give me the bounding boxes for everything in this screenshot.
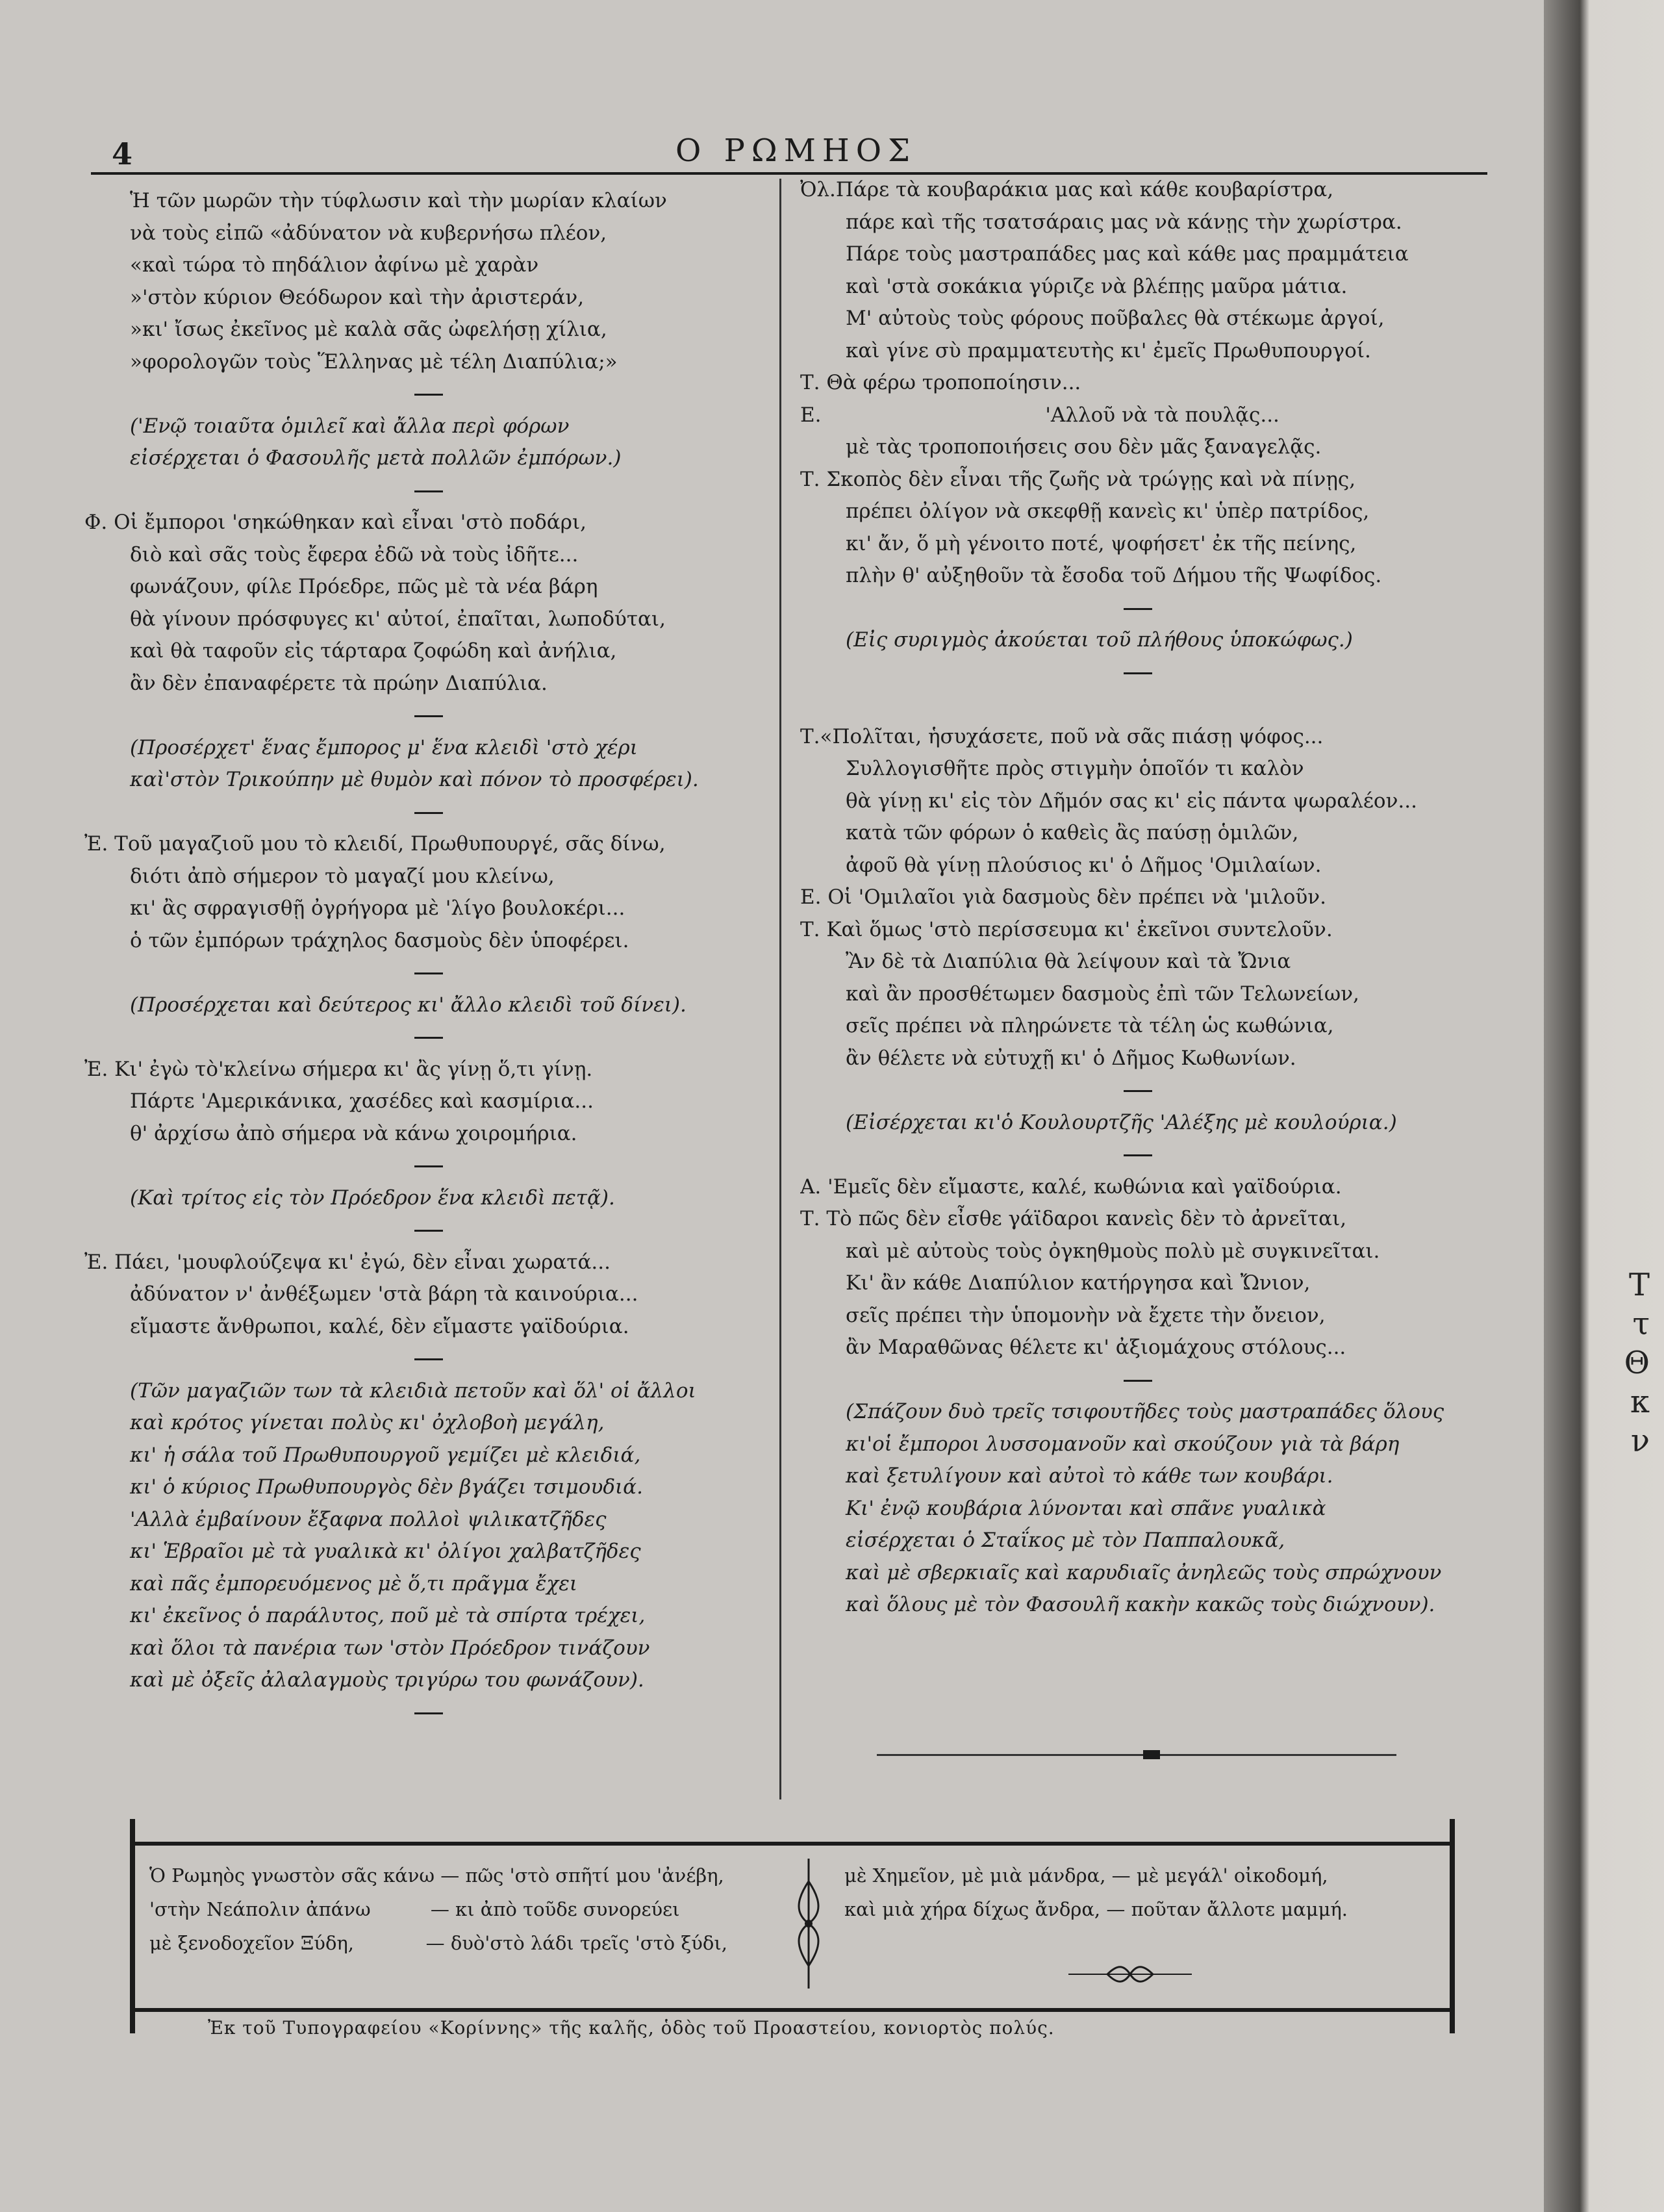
stage-direction-line: καὶ ξετυλίγουν καὶ αὐτοὶ τὸ κάθε των κουβάρι.	[846, 1464, 1333, 1488]
edge-letter: ν	[1630, 1423, 1650, 1459]
dash-mark	[1124, 1090, 1152, 1092]
section-dash	[84, 1150, 773, 1182]
section-dash	[84, 1343, 773, 1375]
notice-right	[844, 1859, 1442, 1926]
dash-mark	[1124, 672, 1152, 674]
left-column	[84, 185, 773, 1729]
verse-line: ἀφοῦ θὰ γίνῃ πλούσιος κι' ὁ Δῆμος 'Ομιλαίων.	[846, 853, 1322, 877]
verse-line: μὲ τὰς τροποποιήσεις σου δὲν μᾶς ξαναγελᾷς.	[846, 435, 1322, 459]
verse-line: Α. 'Εμεῖς δὲν εἴμαστε, καλέ, κωθώνια καὶ γαϊδούρια.	[800, 1175, 1342, 1199]
verse-line: «καὶ τώρα τὸ πηδάλιον ἀφίνω μὲ χαρὰν	[130, 253, 539, 277]
verse-line: Ε. Οἱ 'Ομιλαῖοι γιὰ δασμοὺς δὲν πρέπει νὰ 'μιλοῦν.	[800, 885, 1326, 909]
edge-letter: Θ	[1624, 1345, 1650, 1381]
stage-direction-line: καὶ ὅλους μὲ τὸν Φασουλῆ κακὴν κακῶς τοὺς διώχνουν).	[846, 1593, 1435, 1616]
verse-line: καὶ 'στὰ σοκάκια γύριζε νὰ βλέπῃς μαῦρα μάτια.	[846, 274, 1348, 298]
verse-line: Τ. Σκοπὸς δὲν εἶναι τῆς ζωῆς νὰ τρώγῃς καὶ νὰ πίνῃς,	[800, 467, 1356, 491]
section-dash	[800, 1364, 1476, 1397]
end-rule	[877, 1754, 1396, 1756]
verse-line: φωνάζουν, φίλε Πρόεδρε, πῶς μὲ τὰ νέα βάρη	[130, 575, 598, 598]
section-dash	[84, 796, 773, 829]
notice-line: μὲ Χημεῖον, μὲ μιὰ μάνδρα, — μὲ μεγάλ' οἰκοδομή,	[844, 1864, 1328, 1887]
verse-line: καὶ γίνε σὺ πραμματευτὴς κι' ἐμεῖς Πρωθυπουργοί.	[846, 338, 1371, 362]
verse-line: διότι ἀπὸ σήμερον τὸ μαγαζί μου κλείνω,	[130, 864, 555, 888]
dash-mark	[414, 490, 443, 492]
section-dash	[800, 657, 1476, 689]
verse-line: Κι' ἂν κάθε Διαπύλιον κατήργησα καὶ Ὤνιον,	[846, 1271, 1311, 1295]
scan-page-edge	[1544, 0, 1664, 2212]
notice-box	[133, 1842, 1452, 2012]
dash-mark	[414, 1230, 443, 1232]
section-dash	[84, 475, 773, 507]
printer-imprint: Ἐκ τοῦ Τυπογραφείου «Κορίννης» τῆς καλῆς, ὁδὸς τοῦ Προαστείου, κονιορτὸς πολύς.	[208, 2017, 1055, 2039]
edge-letter: κ	[1630, 1384, 1650, 1420]
verse-line: Τ.«Πολῖται, ἡσυχάσετε, ποῦ νὰ σᾶς πιάσῃ ψόφος...	[800, 724, 1324, 748]
stage-direction-line: εἰσέρχεται ὁ Σταΐκος μὲ τὸν Παππαλουκᾶ,	[846, 1529, 1285, 1552]
stage-direction-line: κι'οἱ ἔμποροι λυσσομανοῦν καὶ σκούζουν γιὰ τὰ βάρη	[846, 1432, 1400, 1456]
stage-direction-line: (Εἰς συριγμὸς ἀκούεται τοῦ πλήθους ὑποκώφως.)	[846, 628, 1353, 652]
verse-line: πάρε καὶ τῆς τσατσάραις μας νὰ κάνῃς τὴν χωρίστρα.	[846, 210, 1402, 234]
stage-direction-line: κι' ὁ κύριος Πρωθυπουργὸς δὲν βγάζει τσιμουδιά.	[130, 1475, 643, 1499]
stage-direction-line: καὶ'στὸν Τρικούπην μὲ θυμὸν καὶ πόνον τὸ προσφέρει).	[130, 768, 699, 791]
verse-line: Τ. Τὸ πῶς δὲν εἶσθε γάϊδαροι κανεὶς δὲν τὸ ἀρνεῖται,	[800, 1207, 1347, 1230]
stage-direction-line: (Καὶ τρίτος εἰς τὸν Πρόεδρον ἕνα κλειδὶ πετᾷ).	[130, 1186, 615, 1210]
verse-line: κι' ἄν, ὅ μὴ γένοιτο ποτέ, ψοφήσετ' ἐκ τῆς πείνης,	[846, 531, 1357, 555]
vertical-ornament-icon	[789, 1855, 828, 1992]
dash-mark	[414, 812, 443, 814]
verse-line: καὶ ἂν προσθέτωμεν δασμοὺς ἐπὶ τῶν Τελωνείων,	[846, 982, 1359, 1006]
verse-line: θὰ γίνῃ κι' εἰς τὸν Δῆμόν σας κι' εἰς πάντα ψωραλέον...	[846, 789, 1417, 813]
verse-line: Ἐ. Τοῦ μαγαζιοῦ μου τὸ κλειδί, Πρωθυπουργέ, σᾶς δίνω,	[84, 832, 666, 856]
verse-line: Ἐ. Κι' ἐγὼ τὸ'κλείνω σήμερα κι' ἂς γίνῃ ὅ,τι γίνῃ.	[84, 1057, 593, 1081]
verse-line: θ' ἀρχίσω ἀπὸ σήμερα νὰ κάνω χοιρομήρια.	[130, 1121, 577, 1145]
verse-line: Ε. 'Αλλοῦ νὰ τὰ πουλᾷς...	[800, 403, 1280, 427]
dash-mark	[1124, 1154, 1152, 1156]
end-ornament	[1143, 1750, 1160, 1759]
stage-direction-line: (Προσέρχετ' ἕνας ἔμπορος μ' ἕνα κλειδὶ 'στὸ χέρι	[130, 735, 638, 759]
stage-direction-line: Κι' ἐνῷ κουβάρια λύνονται καὶ σπᾶνε γυαλικὰ	[846, 1496, 1326, 1520]
stage-direction-line: κι' Ἑβραῖοι μὲ τὰ γυαλικὰ κι' ὀλίγοι χαλβατζῆδες	[130, 1540, 641, 1563]
verse-line: Μ' αὐτοὺς τοὺς φόρους ποῦβαλες θὰ στέκωμε ἀργοί,	[846, 307, 1385, 330]
right-column	[800, 174, 1476, 1621]
verse-line: θὰ γίνουν πρόσφυγες κι' αὐτοί, ἐπαῖται, λωποδύται,	[130, 607, 666, 631]
stage-direction-line: καὶ ὅλοι τὰ πανέρια των 'στὸν Πρόεδρον τινάζουν	[130, 1636, 650, 1660]
verse-line: καὶ θὰ ταφοῦν εἰς τάρταρα ζοφώδη καὶ ἀνήλια,	[130, 639, 617, 663]
section-dash	[84, 1021, 773, 1054]
stage-direction-line: ('Ενῷ τοιαῦτα ὁμιλεῖ καὶ ἄλλα περὶ φόρων	[130, 414, 570, 438]
stage-direction-line: καὶ μὲ ὀξεῖς ἀλαλαγμοὺς τριγύρω του φωνάζουν).	[130, 1668, 644, 1692]
stage-direction-line: (Σπάζουν δυὸ τρεῖς τσιφουτῆδες τοὺς μαστραπάδες ὅλους	[846, 1400, 1444, 1423]
verse-line: Τ. Θὰ φέρω τροποποίησιν...	[800, 371, 1081, 394]
dash-mark	[414, 1165, 443, 1167]
section-dash	[84, 957, 773, 989]
notice-line: καὶ μιὰ χήρα δίχως ἄνδρα, — ποῦταν ἄλλοτε μαμμή.	[844, 1898, 1348, 1920]
stage-direction-line: κι' ἡ σάλα τοῦ Πρωθυπουργοῦ γεμίζει μὲ κλειδιά,	[130, 1443, 641, 1467]
notice-line: 'στὴν Νεάπολιν ἀπάνω — κι ἀπὸ τοῦδε συνορεύει	[149, 1898, 680, 1920]
verse-line: ὁ τῶν ἐμπόρων τράχηλος δασμοὺς δὲν ὑποφέρει.	[130, 928, 629, 952]
verse-line: πρέπει ὀλίγον νὰ σκεφθῇ κανεὶς κι' ὑπὲρ πατρίδος,	[846, 500, 1370, 523]
section-dash	[84, 1697, 773, 1729]
verse-line: κατὰ τῶν φόρων ὁ καθεὶς ἂς παύσῃ ὁμιλῶν,	[846, 821, 1299, 845]
verse-line: Τ. Καὶ ὅμως 'στὸ περίσσευμα κι' ἐκεῖνοι συντελοῦν.	[800, 917, 1333, 941]
section-dash	[84, 1214, 773, 1247]
stage-direction-line: εἰσέρχεται ὁ Φασουλῆς μετὰ πολλῶν ἐμπόρων.)	[130, 446, 622, 470]
edge-letter: Τ	[1628, 1267, 1650, 1303]
dash-mark	[414, 1712, 443, 1714]
dash-mark	[414, 1037, 443, 1039]
verse-line: Πάρε τοὺς μαστραπάδες μας καὶ κάθε μας πραμμάτεια	[846, 242, 1409, 266]
stage-direction-line: κι' ἐκεῖνος ὁ παράλυτος, ποῦ μὲ τὰ σπίρτα τρέχει,	[130, 1604, 646, 1627]
column-divider	[779, 179, 781, 1799]
verse-line: διὸ καὶ σᾶς τοὺς ἔφερα ἐδῶ νὰ τοὺς ἰδῆτε...	[130, 542, 579, 566]
section-dash	[800, 1074, 1476, 1107]
stage-direction-line: (Τῶν μαγαζιῶν των τὰ κλειδιὰ πετοῦν καὶ ὅλ' οἱ ἄλλοι	[130, 1379, 696, 1403]
dash-mark	[414, 1358, 443, 1360]
notice-line: Ὁ Ρωμηὸς γνωστὸν σᾶς κάνω — πῶς 'στὸ σπῆτί μου 'ἀνέβη,	[149, 1864, 724, 1887]
verse-line: Φ. Οἱ ἔμποροι 'σηκώθηκαν καὶ εἶναι 'στὸ ποδάρι,	[84, 511, 586, 534]
section-dash	[800, 1139, 1476, 1171]
verse-line: σεῖς πρέπει τὴν ὑπομονὴν νὰ ἔχετε τὴν ὄνειον,	[846, 1303, 1326, 1327]
dash-mark	[414, 715, 443, 717]
verse-line: Ἂν δὲ τὰ Διαπύλια θὰ λείψουν καὶ τὰ Ὤνια	[846, 950, 1291, 973]
verse-line: »φορολογῶν τοὺς Ἕλληνας μὲ τέλη Διαπύλια;»	[130, 350, 618, 374]
verse-line: ἀδύνατον ν' ἀνθέξωμεν 'στὰ βάρη τὰ καινούρια...	[130, 1282, 638, 1306]
masthead-title: Ο ΡΩΜΗΟΣ	[675, 133, 916, 169]
verse-line: Πάρτε 'Αμερικάνικα, χασέδες καὶ κασμίρια...	[130, 1089, 594, 1113]
stage-direction-line: (Εἰσέρχεται κι'ὁ Κουλουρτζῆς 'Αλέξης μὲ κουλούρια.)	[846, 1110, 1397, 1134]
stage-direction-line: καὶ μὲ σβερκιαῖς καὶ καρυδιαῖς ἀνηλεῶς τοὺς σπρώχνουν	[846, 1560, 1442, 1584]
dash-mark	[414, 973, 443, 974]
verse-line: πλὴν θ' αὐξηθοῦν τὰ ἔσοδα τοῦ Δήμου τῆς Ψωφίδος.	[846, 564, 1382, 587]
verse-line: Ὀλ.Πάρε τὰ κουβαράκια μας καὶ κάθε κουβαρίστρα,	[800, 178, 1334, 201]
dash-mark	[1124, 608, 1152, 610]
verse-line: σεῖς πρέπει νὰ πληρώνετε τὰ τέλη ὡς κωθώνια,	[846, 1014, 1334, 1037]
page-header	[0, 130, 1513, 172]
stage-direction-line: 'Αλλὰ ἐμβαίνουν ἔξαφνα πολλοὶ ψιλικατζῆδες	[130, 1507, 607, 1531]
section-dash	[84, 700, 773, 732]
section-dash	[800, 592, 1476, 625]
blank-line	[800, 689, 1476, 721]
verse-line: νὰ τοὺς εἰπῶ «ἀδύνατον νὰ κυβερνήσω πλέον,	[130, 221, 607, 245]
edge-letter: τ	[1632, 1306, 1650, 1342]
page-number: 4	[112, 136, 133, 172]
verse-line: εἴμαστε ἄνθρωποι, καλέ, δὲν εἴμαστε γαϊδούρια.	[130, 1314, 629, 1338]
verse-line: κι' ἂς σφραγισθῇ ὀγρήγορα μὲ 'λίγο βουλοκέρι...	[130, 896, 625, 920]
verse-line: Ἡ τῶν μωρῶν τὴν τύφλωσιν καὶ τὴν μωρίαν κλαίων	[130, 189, 667, 212]
verse-line: Συλλογισθῆτε πρὸς στιγμὴν ὁποῖόν τι καλὸν	[846, 757, 1304, 780]
verse-line: ἂν θέλετε νὰ εὐτυχῇ κι' ὁ Δῆμος Κωθωνίων.	[846, 1046, 1296, 1070]
section-dash	[84, 378, 773, 411]
verse-line: ἂν Μαραθῶνας θέλετε κι' ἀξιομάχους στόλους...	[846, 1336, 1346, 1359]
stage-direction-line: καὶ πᾶς ἐμπορευόμενος μὲ ὅ,τι πρᾶγμα ἔχει	[130, 1571, 578, 1595]
flourish-icon	[1068, 1964, 1192, 1984]
verse-line: Ἐ. Πάει, 'μουφλούζεψα κι' ἐγώ, δὲν εἶναι χωρατά...	[84, 1250, 611, 1274]
dash-mark	[1124, 1380, 1152, 1382]
notice-line: μὲ ξενοδοχεῖον Ξύδη, — δυὸ'στὸ λάδι τρεῖς 'στὸ ξύδι,	[149, 1932, 727, 1954]
stage-direction-line: καὶ κρότος γίνεται πολὺς κι' ὀχλοβοὴ μεγάλη,	[130, 1411, 605, 1434]
verse-line: »'στὸν κύριον Θεόδωρον καὶ τὴν ἀριστεράν,	[130, 285, 585, 309]
stage-direction-line: (Προσέρχεται καὶ δεύτερος κι' ἄλλο κλειδὶ τοῦ δίνει).	[130, 993, 687, 1017]
verse-line: »κι' ἴσως ἐκεῖνος μὲ καλὰ σᾶς ὠφελήσῃ χίλια,	[130, 318, 607, 341]
dash-mark	[414, 394, 443, 396]
verse-line: ἂν δὲν ἐπαναφέρετε τὰ πρώην Διαπύλια.	[130, 671, 548, 695]
verse-line: καὶ μὲ αὐτοὺς τοὺς ὀγκηθμοὺς πολὺ μὲ συγκινεῖται.	[846, 1239, 1380, 1263]
